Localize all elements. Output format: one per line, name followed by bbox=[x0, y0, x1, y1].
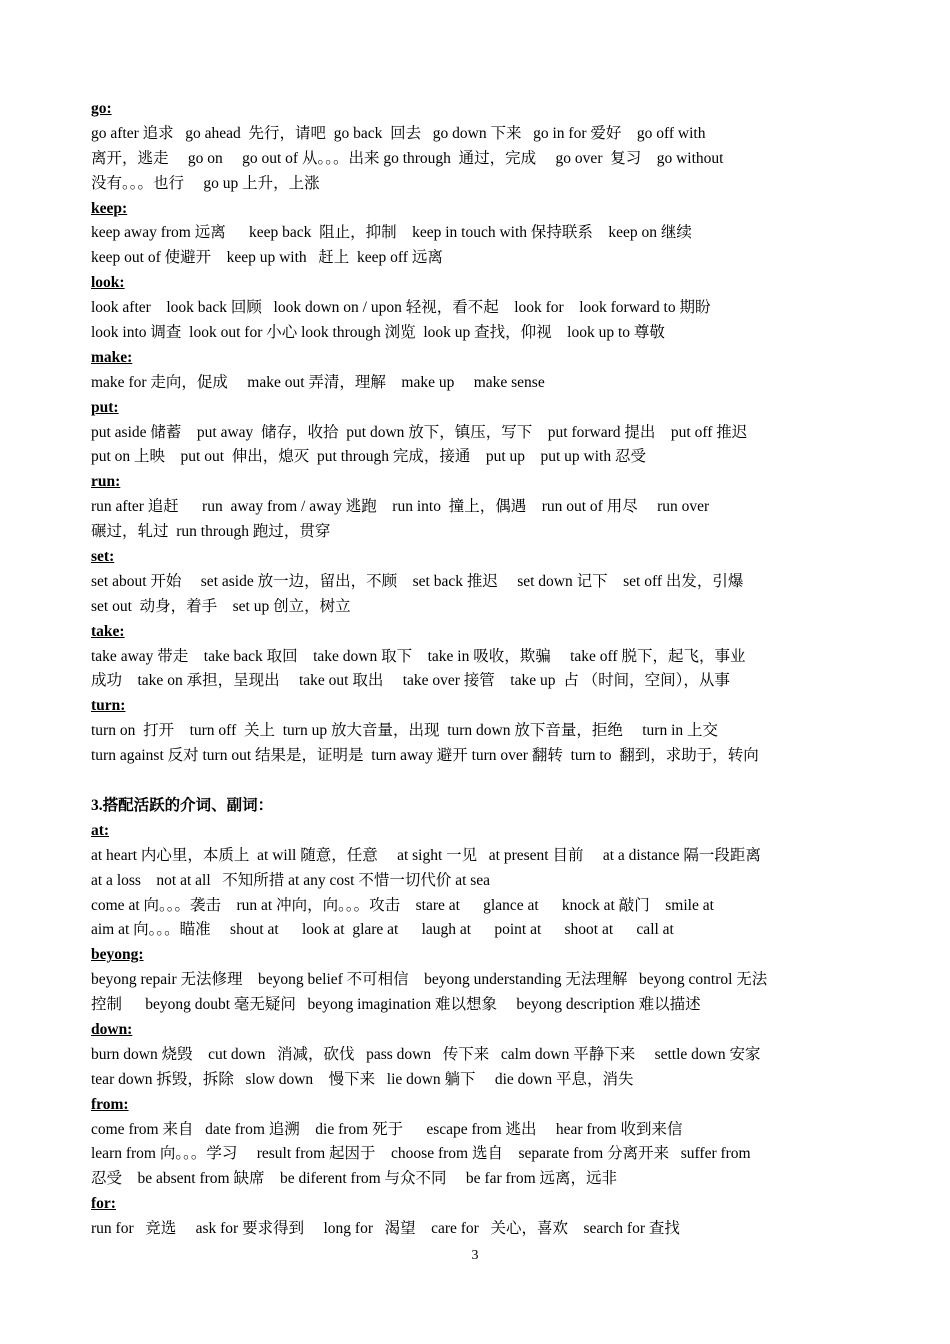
section-heading: keep: bbox=[91, 199, 128, 217]
phrase-line: 碾过，轧过 run through 跑过，贯穿 bbox=[91, 523, 331, 541]
section-heading: look: bbox=[91, 274, 125, 292]
phrase-line: 离开，逃走 go on go out of 从。。。出来 go through 通过，完成 go over 复习 go without bbox=[91, 149, 724, 167]
phrase-line: learn from 向。。。学习 result from 起因于 choose from 选自 separate from 分离开来 suffer from bbox=[91, 1145, 751, 1163]
phrase-line: run after 追赶 run away from / away 逃跑 run into 撞上，偶遇 run out of 用尽 run over bbox=[91, 498, 710, 516]
phrase-line: aim at 向。。。瞄准 shout at look at glare at laugh at point at shoot at call at bbox=[91, 921, 674, 939]
phrase-line: make for 走向，促成 make out 弄清，理解 make up make sense bbox=[91, 373, 545, 391]
phrase-line: tear down 拆毁，拆除 slow down 慢下来 lie down 躺下 die down 平息，消失 bbox=[91, 1070, 634, 1088]
phrase-line: take away 带走 take back 取回 take down 取下 take in 吸收，欺骗 take off 脱下，起飞，事业 bbox=[91, 647, 746, 665]
phrase-line: at heart 内心里，本质上 at will 随意，任意 at sight 一见 at present 目前 at a distance 隔一段距离 bbox=[91, 846, 761, 864]
phrase-line: come at 向。。。袭击 run at 冲向，向。。。攻击 stare at glance at knock at 敲门 smile at bbox=[91, 896, 714, 914]
phrase-line: look after look back 回顾 look down on / upon 轻视，看不起 look for look forward to 期盼 bbox=[91, 299, 711, 317]
section-heading: set: bbox=[91, 548, 115, 566]
phrase-line: keep away from 远离 keep back 阻止，抑制 keep in touch with 保持联系 keep on 继续 bbox=[91, 224, 692, 242]
phrase-line: 成功 take on 承担，呈现出 take out 取出 take over 接管 take up 占 （时间，空间），从事 bbox=[91, 672, 730, 690]
phrase-line: 控制 beyong doubt 毫无疑问 beyong imagination 难以想象 beyong description 难以描述 bbox=[91, 996, 701, 1014]
phrase-line: 没有。。。也行 go up 上升，上涨 bbox=[91, 174, 320, 192]
section-heading: put: bbox=[91, 398, 119, 416]
section-heading: for: bbox=[91, 1195, 116, 1213]
phrase-line: go after 追求 go ahead 先行，请吧 go back 回去 go down 下来 go in for 爱好 go off with bbox=[91, 124, 706, 142]
phrase-list bbox=[91, 97, 831, 1242]
blank-line bbox=[91, 769, 831, 794]
section-title: 3.搭配活跃的介词、副词： bbox=[91, 796, 274, 814]
phrase-line: 忍受 be absent from 缺席 be diferent from 与众不同 be far from 远离，远非 bbox=[91, 1170, 618, 1188]
phrase-line: put aside 储蓄 put away 储存，收拾 put down 放下，镇压，写下 put forward 提出 put off 推迟 bbox=[91, 423, 748, 441]
section-heading: down: bbox=[91, 1020, 133, 1038]
phrase-line: look into 调查 look out for 小心 look through 浏览 look up 查找，仰视 look up to 尊敬 bbox=[91, 324, 665, 342]
section-heading: at: bbox=[91, 821, 110, 839]
section-heading: from: bbox=[91, 1095, 129, 1113]
section-heading: take: bbox=[91, 622, 125, 640]
phrase-line: keep out of 使避开 keep up with 赶上 keep off 远离 bbox=[91, 249, 443, 267]
phrase-line: turn against 反对 turn out 结果是，证明是 turn away 避开 turn over 翻转 turn to 翻到，求助于，转向 bbox=[91, 747, 759, 765]
section-heading: run: bbox=[91, 473, 121, 491]
section-heading: go: bbox=[91, 100, 112, 117]
section-heading: turn: bbox=[91, 697, 126, 715]
phrase-line: run for 竞选 ask for 要求得到 long for 渴望 care for 关心，喜欢 search for 查找 bbox=[91, 1220, 680, 1238]
page-number: 3 bbox=[471, 1248, 479, 1263]
phrase-line: burn down 烧毁 cut down 消减，砍伐 pass down 传下来 calm down 平静下来 settle down 安家 bbox=[91, 1045, 761, 1063]
phrase-line: set out 动身，着手 set up 创立，树立 bbox=[91, 597, 351, 615]
phrase-line: turn on 打开 turn off 关上 turn up 放大音量，出现 turn down 放下音量，拒绝 turn in 上交 bbox=[91, 722, 719, 740]
section-heading: beyong: bbox=[91, 946, 144, 964]
phrase-line: come from 来自 date from 追溯 die from 死于 escape from 逃出 hear from 收到来信 bbox=[91, 1120, 683, 1138]
phrase-line: set about 开始 set aside 放一边，留出，不顾 set back 推迟 set down 记下 set off 出发，引爆 bbox=[91, 572, 744, 590]
phrase-line: at a loss not at all 不知所措 at any cost 不惜一切代价 at sea bbox=[91, 871, 491, 889]
phrase-line: put on 上映 put out 伸出，熄灭 put through 完成，接通 put up put up with 忍受 bbox=[91, 448, 646, 466]
section-heading: make: bbox=[91, 348, 133, 366]
phrase-line: beyong repair 无法修理 beyong belief 不可相信 beyong understanding 无法理解 beyong control 无法 bbox=[91, 971, 768, 989]
